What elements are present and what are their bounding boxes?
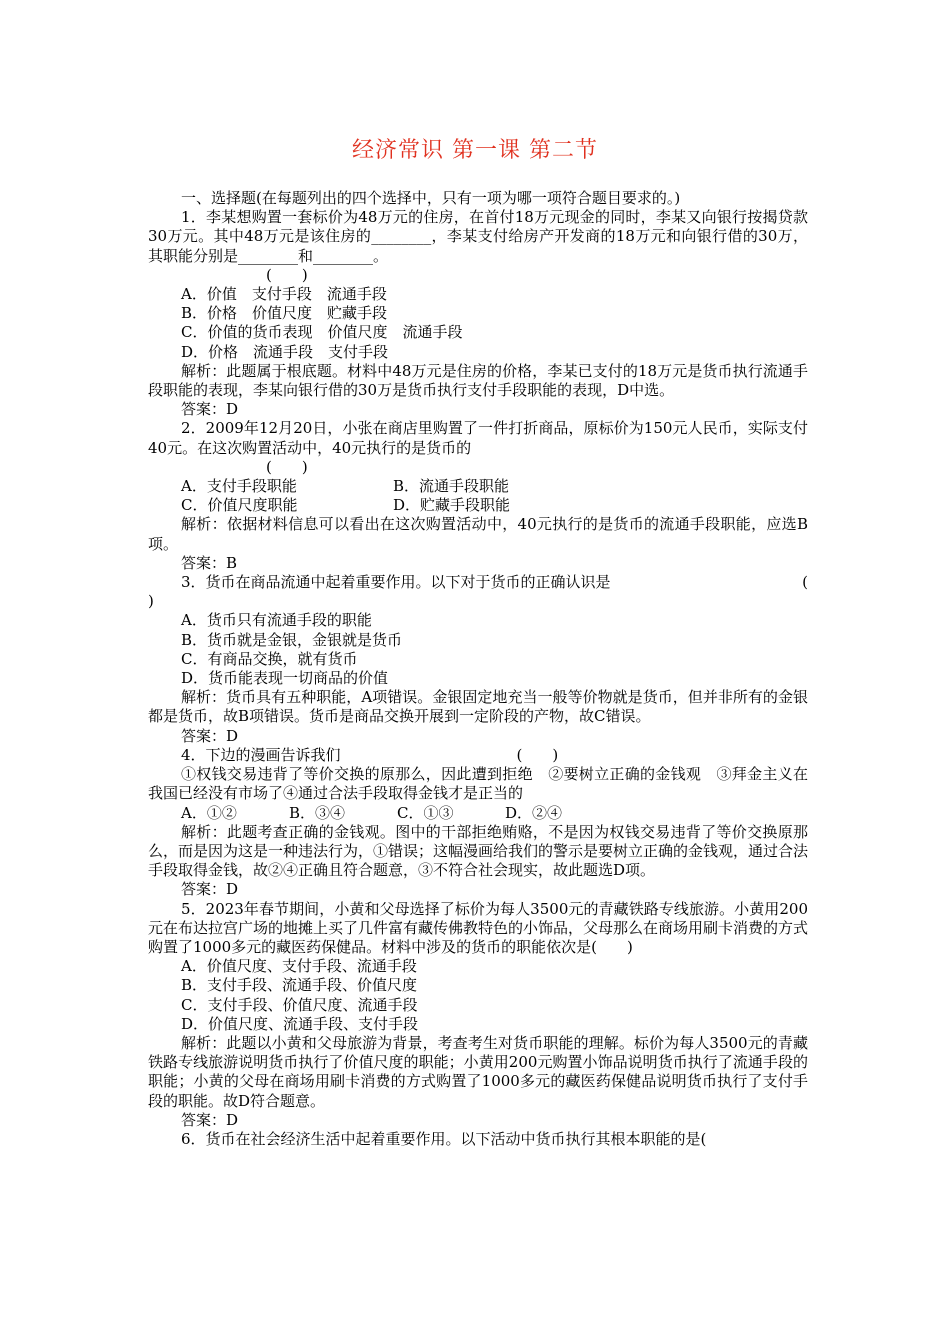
question-4-analysis: 解析：此题考查正确的金钱观。图中的干部拒绝贿赂，不是因为权钱交易违背了等价交换原那么，而是因为这是一种违法行为，①错误；这幅漫画给我们的警示是要树立正确的金钱观，通过合法手段取得金钱，故②④正确且符合题意，③不符合社会现实，故此题选D项。 bbox=[148, 822, 808, 880]
question-6-stem: 6．货币在社会经济生活中起着重要作用。以下活动中货币执行其根本职能的是( bbox=[181, 1129, 707, 1148]
question-4-option-a: A．①② bbox=[181, 803, 237, 822]
question-4-stem: 4．下边的漫画告诉我们 bbox=[181, 745, 341, 764]
question-3-analysis: 解析：货币具有五种职能，A项错误。金银固定地充当一般等价物就是货币，但并非所有的金银都是货币，故B项错误。货币是商品交换开展到一定阶段的产物，故C错误。 bbox=[148, 688, 808, 726]
question-3-option-d: D．货币能表现一切商品的价值 bbox=[181, 669, 389, 688]
section-header: 一、选择题(在每题列出的四个选择中，只有一项为哪一项符合题目要求的。) bbox=[181, 189, 681, 207]
question-5-option-b: B．支付手段、流通手段、价值尺度 bbox=[181, 976, 418, 995]
question-2-option-d: D．贮藏手段职能 bbox=[393, 496, 511, 515]
question-4-paren: ( ) bbox=[516, 745, 559, 764]
question-4-option-c: C．①③ bbox=[397, 803, 454, 822]
question-5-option-d: D．价值尺度、流通手段、支付手段 bbox=[181, 1014, 419, 1033]
question-2-option-b: B．流通手段职能 bbox=[393, 477, 510, 496]
question-4-statements: ①权钱交易违背了等价交换的原那么，因此遭到拒绝 ②要树立正确的金钱观 ③拜金主义在我国已经没有市场了④通过合法手段取得金钱才是正当的 bbox=[148, 765, 808, 803]
question-5-answer: 答案：D bbox=[181, 1110, 239, 1129]
question-3-option-b: B．货币就是金银，金银就是货币 bbox=[181, 630, 403, 649]
question-5-option-a: A．价值尺度、支付手段、流通手段 bbox=[181, 957, 417, 976]
page-title: 经济常识 第一课 第二节 bbox=[352, 138, 598, 163]
question-1-option-b: B．价格 价值尺度 贮藏手段 bbox=[181, 304, 388, 323]
question-3-paren-close: ) bbox=[148, 592, 154, 611]
question-1-analysis: 解析：此题属于根底题。材料中48万元是住房的价格，李某已支付的18万元是货币执行流通手段职能的表现，李某向银行借的30万是货币执行支付手段职能的表现，D中选。 bbox=[148, 361, 808, 400]
question-2-option-a: A．支付手段职能 bbox=[181, 477, 297, 496]
question-5-stem: 5．2023年春节期间，小黄和父母选择了标价为每人3500元的青藏铁路专线旅游。小黄用200元在布达拉宫广场的地摊上买了几件富有藏传佛教特色的小饰品，父母那么在商场用刷卡消费的方式购置了1000多元的藏医药保健品。材料中涉及的货币的职能依次是( ) bbox=[148, 899, 808, 956]
question-1-stem: 1．李某想购置一套标价为48万元的住房，在首付18万元现金的同时，李某又向银行按揭贷款30万元。其中48万元是该住房的________，李某支付给房产开发商的18万元和向银行借的30万，其职能分别是________和________。 bbox=[148, 208, 808, 265]
question-5-analysis: 解析：此题以小黄和父母旅游为背景，考查考生对货币职能的理解。标价为每人3500元的青藏铁路专线旅游说明货币执行了价值尺度的职能；小黄用200元购置小饰品说明货币执行了流通手段的职能；小黄的父母在商场用刷卡消费的方式购置了1000多元的藏医药保健品说明货币执行了支付手段的职能。故D符合题意。 bbox=[148, 1033, 808, 1110]
question-3-paren-open: ( bbox=[802, 573, 808, 592]
question-4-answer: 答案：D bbox=[181, 880, 239, 899]
question-4-options-row bbox=[148, 804, 808, 823]
question-4-option-b: B．③④ bbox=[289, 803, 346, 822]
question-3-option-a: A．货币只有流通手段的职能 bbox=[181, 611, 372, 630]
question-2-options-row-2 bbox=[148, 496, 808, 515]
question-1-answer: 答案：D bbox=[181, 400, 239, 419]
question-1-paren: ( ) bbox=[266, 265, 308, 284]
question-1-option-a: A．价值 支付手段 流通手段 bbox=[181, 285, 387, 304]
question-2-option-c: C．价值尺度职能 bbox=[181, 496, 298, 515]
question-1-option-c: C．价值的货币表现 价值尺度 流通手段 bbox=[181, 323, 463, 342]
question-3-answer: 答案：D bbox=[181, 726, 239, 745]
question-2-answer: 答案：B bbox=[181, 553, 238, 572]
question-3-stem: 3．货币在商品流通中起着重要作用。以下对于货币的正确认识是 bbox=[181, 573, 611, 592]
question-1-option-d: D．价格 流通手段 支付手段 bbox=[181, 342, 389, 361]
question-4-option-d: D．②④ bbox=[505, 803, 563, 822]
document-body bbox=[148, 189, 808, 1149]
question-2-analysis: 解析：依据材料信息可以看出在这次购置活动中，40元执行的是货币的流通手段职能，应选B项。 bbox=[148, 515, 808, 553]
question-2-options-row-1 bbox=[148, 477, 808, 496]
question-3-stem-line bbox=[148, 573, 808, 592]
question-3-option-c: C．有商品交换，就有货币 bbox=[181, 649, 358, 668]
question-5-option-c: C．支付手段、价值尺度、流通手段 bbox=[181, 995, 418, 1014]
question-2-stem: 2．2009年12月20日，小张在商店里购置了一件打折商品，原标价为150元人民币，实际支付40元。在这次购置活动中，40元执行的是货币的 bbox=[148, 419, 808, 457]
question-4-stem-line bbox=[148, 746, 808, 765]
question-2-paren: ( ) bbox=[266, 457, 308, 476]
